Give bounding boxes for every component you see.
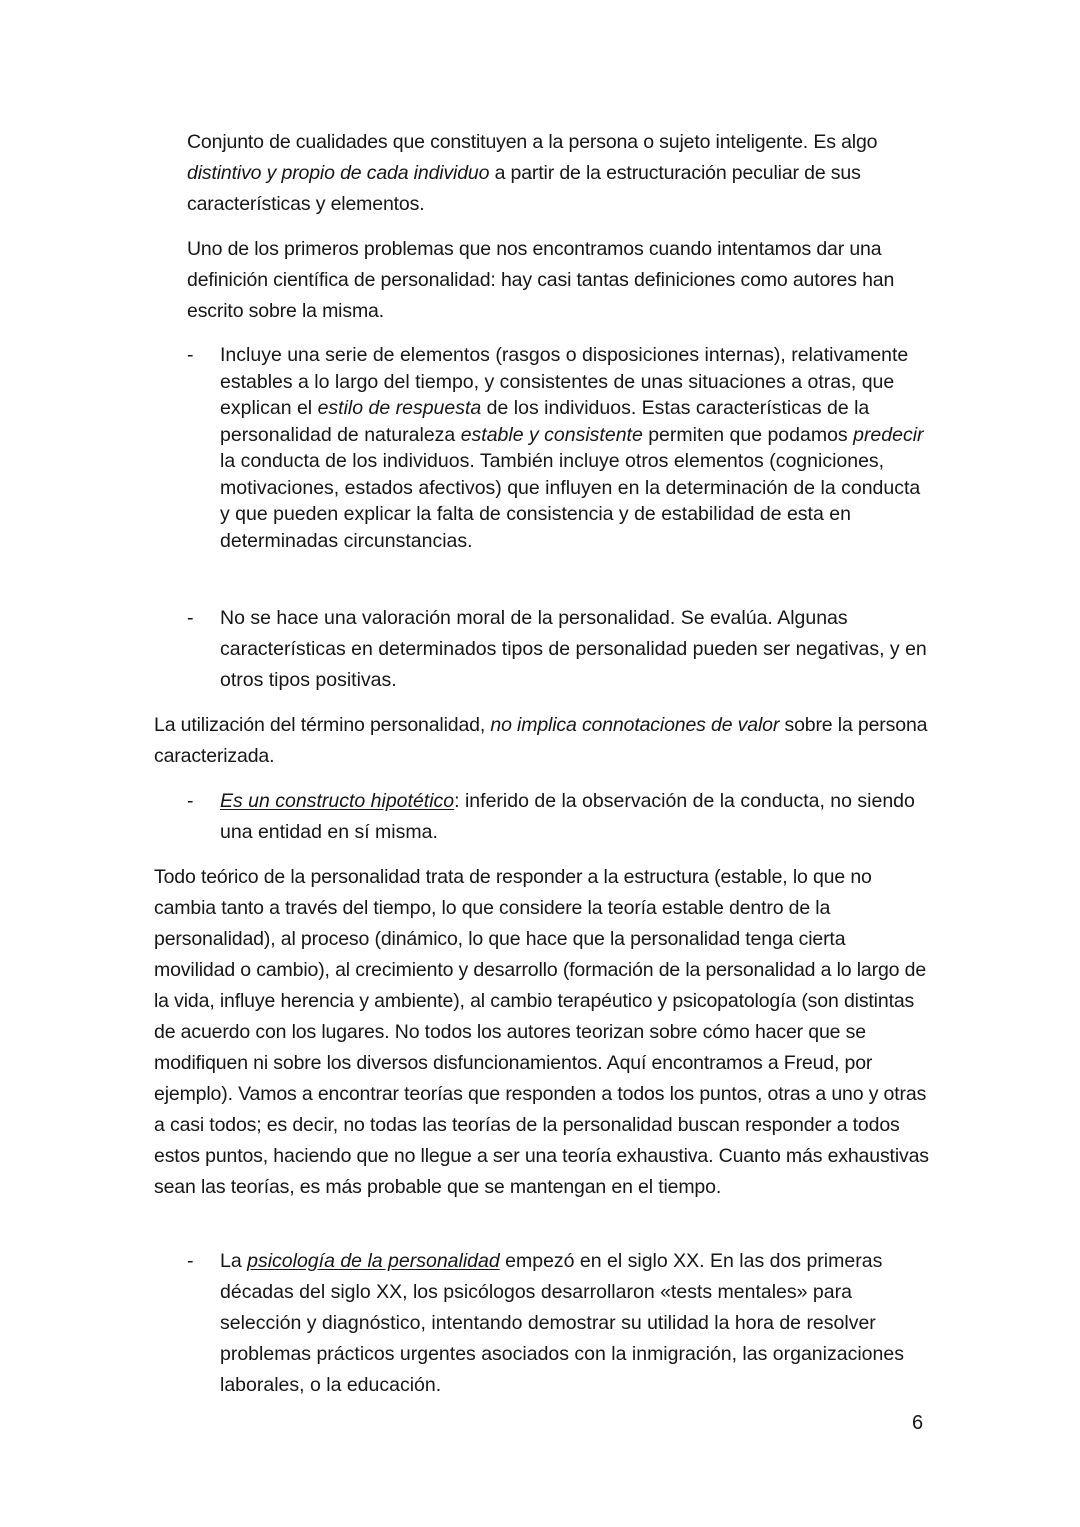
italic-emphasis: no implica connotaciones de valor (490, 714, 780, 736)
italic-emphasis: estable y consistente (460, 423, 643, 446)
underlined-italic-term: Es un constructo hipotético (220, 790, 455, 812)
text-segment: a partir de la estructuración peculiar de sus características y elementos. (187, 162, 861, 215)
text-segment: La (220, 1250, 248, 1272)
text-segment: La utilización del término personalidad, (154, 714, 491, 736)
bullet-dash: - (187, 1250, 194, 1272)
text-segment: : inferido de la observación de la conducta, no siendo una entidad en sí misma. (220, 790, 915, 843)
paragraph-personality-theory (154, 862, 929, 1203)
bullet-text (220, 786, 932, 848)
page-number: 6 (912, 1412, 924, 1434)
italic-emphasis: estilo de respuesta (317, 397, 482, 419)
text-segment: No se hace una valoración moral de la personalidad. Se evalúa. Algunas características en determinados tipos de personalidad pueden ser negativas, y en otros tipos positivas. (220, 607, 927, 691)
bullet-text (220, 1246, 932, 1401)
text-segment: empezó en el siglo XX. En las dos primeras décadas del siglo XX, los psicólogos desarrollaron «tests mentales» para selección y diagnóstico, intentando demostrar su utilidad la hora de resolver problemas prácticos urgentes asociados con la inmigración, las organizaciones laborales, o la educación. (220, 1250, 904, 1396)
text-segment: de los individuos. Estas características de la personalidad de naturaleza (220, 397, 870, 446)
bullet-dash: - (187, 607, 194, 629)
paragraph-definition-problem (187, 234, 922, 327)
italic-emphasis: distintivo y propio de cada individuo (187, 162, 490, 184)
text-segment: Todo teórico de la personalidad trata de responder a la estructura (estable, lo que no cambia tanto a través del tiempo, lo que considere la teoría estable dentro de la personalidad), al proceso (dinámico, lo que hace que la personalidad tenga cierta movilidad o cambio), al crecimiento y desarrollo (formación de la personalidad a lo largo de la vida, influye herencia y ambiente), al cambio terapéutico y psicopatología (son distintas de acuerdo con los lugares. No todos los autores teorizan sobre cómo hacer que se modifiquen ni sobre los diversos disfuncionamientos. Aquí encontramos a Freud, por ejemplo). Vamos a encontrar teorías que responden a todos los puntos, otras a uno y otras a casi todos; es decir, no todas las teorías de la personalidad buscan responder a todos estos puntos, haciendo que no llegue a ser una teoría exhaustiva. Cuanto más exhaustivas sean las teorías, es más probable que se mantengan en el tiempo. (154, 866, 929, 1198)
paragraph-definition (187, 127, 922, 220)
underlined-italic-term: psicología de la personalidad (247, 1250, 500, 1272)
paragraph-term-usage (154, 710, 929, 772)
bullet-text (220, 342, 932, 554)
italic-emphasis: predecir (853, 423, 924, 446)
text-segment: la conducta de los individuos. También incluye otros elementos (cogniciones, motivaciones, estados afectivos) que influyen en la determinación de la conducta y que pueden explicar la falta de consistencia y de estabilidad de esta en determinadas circunstancias. (220, 450, 921, 552)
text-segment: sobre la persona caracterizada. (154, 714, 928, 767)
text-segment: permiten que podamos (642, 423, 854, 446)
bullet-dash: - (187, 790, 194, 812)
text-segment: Incluye una serie de elementos (rasgos o disposiciones internas), relativamente estables a lo largo del tiempo, y consistentes de unas situaciones a otras, que explican el (220, 344, 909, 419)
text-segment: Uno de los primeros problemas que nos encontramos cuando intentamos dar una definición científica de personalidad: hay casi tantas definiciones como autores han escrito sobre la misma. (187, 238, 895, 322)
text-segment: Conjunto de cualidades que constituyen a la persona o sujeto inteligente. Es algo (187, 131, 878, 153)
bullet-text (220, 603, 932, 696)
bullet-dash: - (187, 344, 194, 366)
